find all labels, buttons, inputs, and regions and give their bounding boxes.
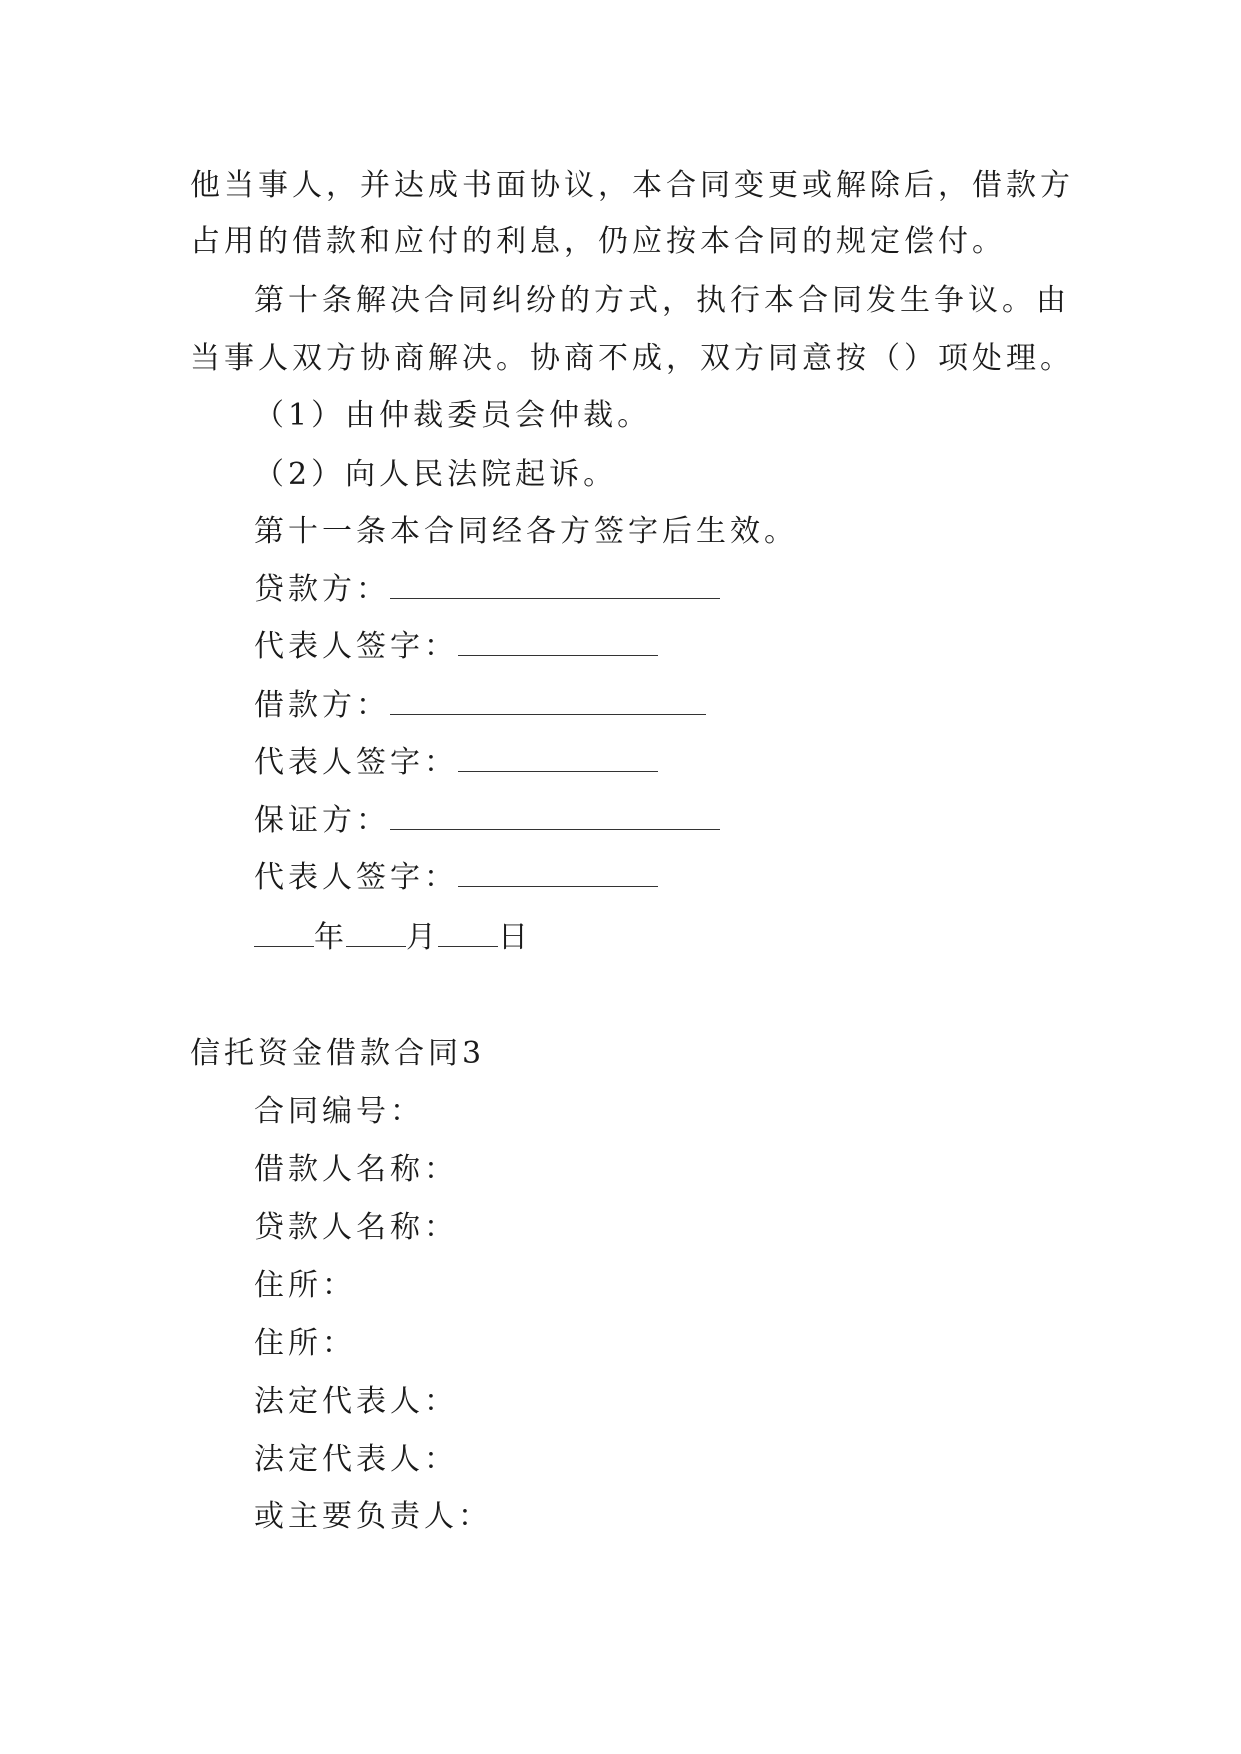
rep1-blank[interactable] — [458, 627, 658, 656]
year-label: 年 — [314, 920, 346, 955]
guarantor-label: 保证方： — [254, 803, 390, 838]
option-item-2: （2）向人民法院起诉。 — [254, 457, 618, 492]
month-blank[interactable] — [346, 918, 406, 947]
rep1-signature-row — [254, 627, 658, 667]
day-label: 日 — [498, 920, 530, 955]
year-blank[interactable] — [254, 918, 314, 947]
paragraph-line: 当事人双方协商解决。协商不成，双方同意按（）项处理。 — [190, 341, 1074, 376]
contract-field: 法定代表人： — [254, 1442, 458, 1477]
paragraph-line: 他当事人，并达成书面协议，本合同变更或解除后，借款方 — [190, 168, 1074, 203]
rep2-blank[interactable] — [458, 743, 658, 772]
rep1-label: 代表人签字： — [254, 629, 458, 664]
rep3-label: 代表人签字： — [254, 860, 458, 895]
contract-field: 合同编号： — [254, 1094, 424, 1129]
rep2-signature-row — [254, 743, 658, 783]
article-10-line: 第十条解决合同纠纷的方式，执行本合同发生争议。由 — [254, 283, 1070, 318]
rep3-signature-row — [254, 858, 658, 898]
option-item-1: （1）由仲裁委员会仲裁。 — [254, 398, 652, 433]
contract-3-title: 信托资金借款合同3 — [190, 1036, 486, 1071]
date-row — [254, 918, 530, 958]
guarantor-blank[interactable] — [390, 801, 720, 830]
borrower-blank[interactable] — [390, 686, 706, 715]
month-label: 月 — [406, 920, 438, 955]
contract-field: 法定代表人： — [254, 1384, 458, 1419]
lender-signature-row — [254, 570, 720, 610]
rep2-label: 代表人签字： — [254, 745, 458, 780]
lender-blank[interactable] — [390, 570, 720, 599]
day-blank[interactable] — [438, 918, 498, 947]
contract-field: 住所： — [254, 1268, 356, 1303]
contract-field: 借款人名称： — [254, 1152, 458, 1187]
borrower-signature-row — [254, 686, 706, 726]
contract-field: 或主要负责人： — [254, 1499, 492, 1534]
guarantor-signature-row — [254, 801, 720, 841]
rep3-blank[interactable] — [458, 858, 658, 887]
contract-field: 住所： — [254, 1326, 356, 1361]
lender-label: 贷款方： — [254, 572, 390, 607]
contract-field: 贷款人名称： — [254, 1210, 458, 1245]
paragraph-line: 占用的借款和应付的利息，仍应按本合同的规定偿付。 — [190, 224, 1006, 259]
article-11-line: 第十一条本合同经各方签字后生效。 — [254, 514, 798, 549]
borrower-label: 借款方： — [254, 688, 390, 723]
